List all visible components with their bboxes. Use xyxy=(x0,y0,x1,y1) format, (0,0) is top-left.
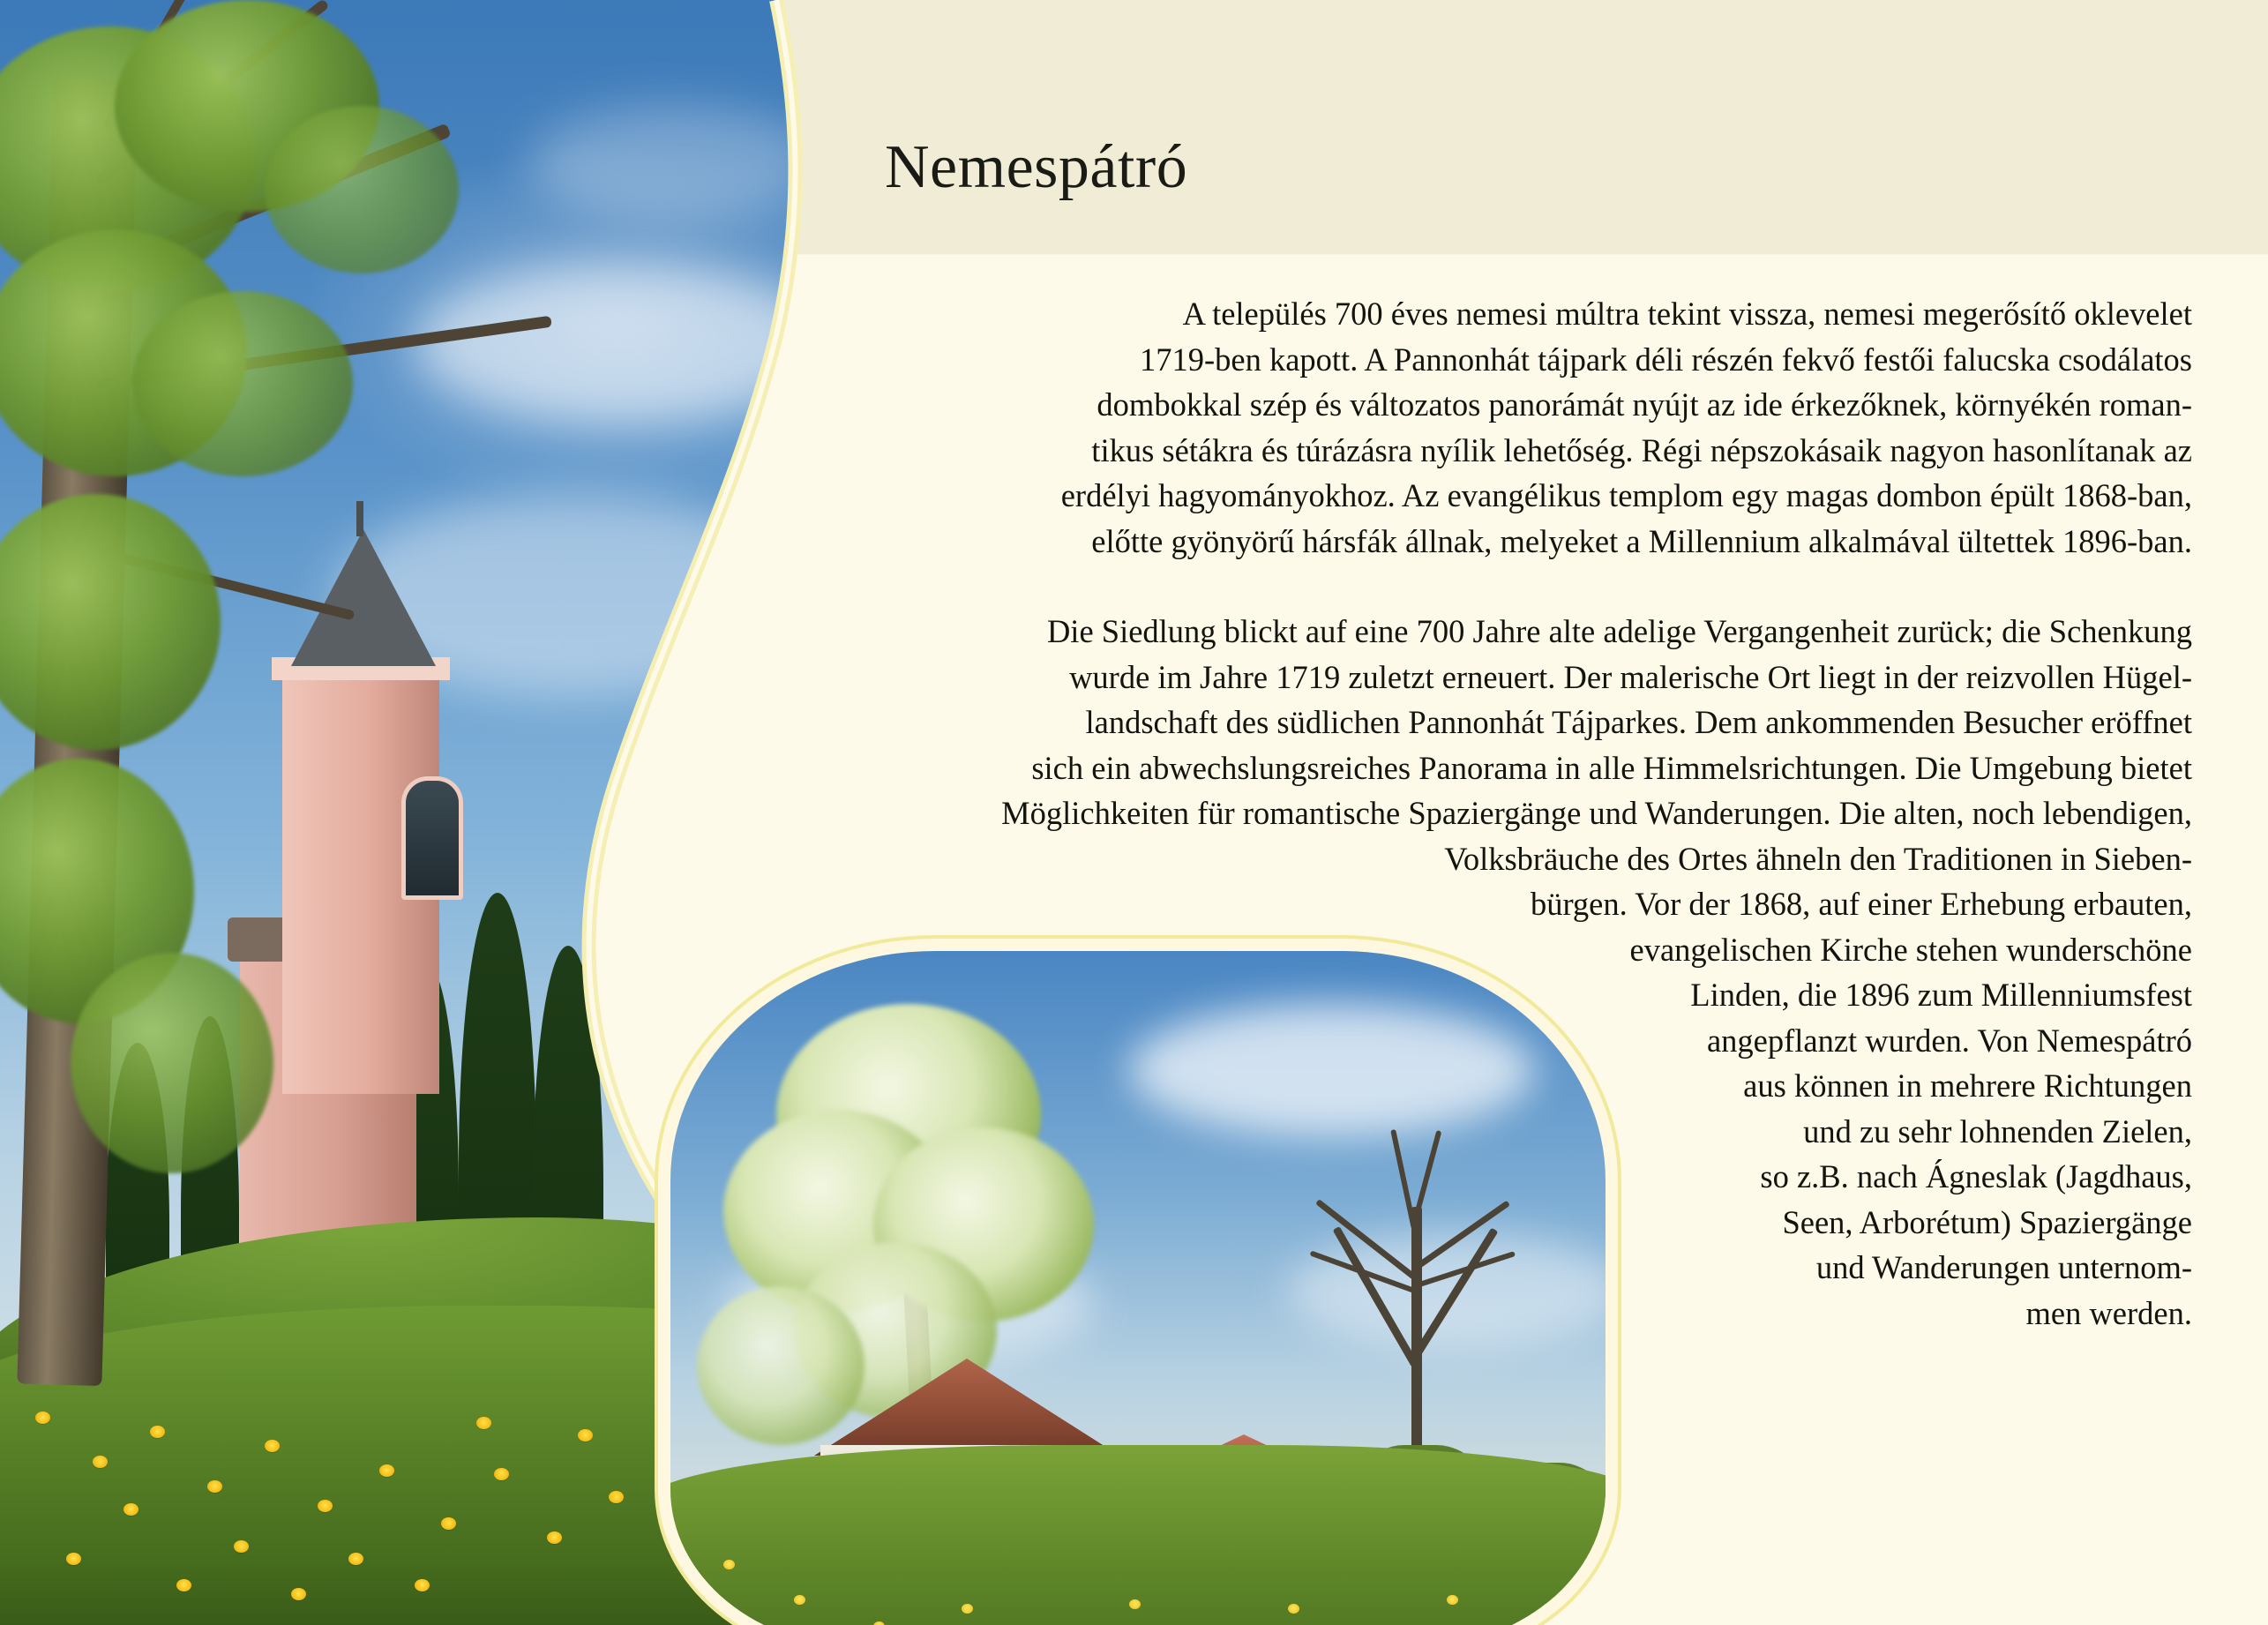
cloud xyxy=(529,106,820,221)
paragraph-german xyxy=(816,609,2192,1336)
text-line: Volksbräuche des Ortes ähneln den Traditionen in Sieben- xyxy=(1444,840,2192,877)
dandelion xyxy=(35,1412,50,1424)
dandelion xyxy=(494,1468,509,1480)
dandelion xyxy=(415,1579,430,1591)
text-line: sich ein abwechslungsreiches Panorama in alle Himmelsrichtungen. Die Umgebung bietet xyxy=(1031,749,2192,786)
dandelion xyxy=(124,1503,138,1516)
dandelion xyxy=(962,1604,973,1614)
spire-finial xyxy=(356,501,363,536)
meadow xyxy=(670,1445,1606,1625)
dandelion xyxy=(234,1540,249,1553)
dandelion xyxy=(476,1417,491,1429)
text-line: előtte gyönyörű hársfák állnak, melyeket a Millennium alkalmával ültettek 1896-ban. xyxy=(1091,522,2192,559)
dandelion xyxy=(547,1531,562,1544)
text-line: so z.B. nach Ágneslak (Jagdhaus, xyxy=(1760,1158,2192,1194)
tower-window xyxy=(401,776,463,900)
dandelion xyxy=(1447,1595,1458,1605)
dandelion xyxy=(176,1579,191,1591)
dandelion xyxy=(1129,1599,1141,1609)
dandelion xyxy=(794,1595,805,1605)
text-line: und Wanderungen unternom- xyxy=(1815,1249,2192,1285)
tree-foliage xyxy=(265,106,459,273)
tree-foliage xyxy=(132,291,353,476)
text-line: landschaft des südlichen Pannonhát Tájparkes. Dem ankommenden Besucher eröffnet xyxy=(1085,704,2192,740)
dandelion xyxy=(723,1560,735,1569)
text-line: wurde im Jahre 1719 zuletzt erneuert. Der malerische Ort liegt in der reizvollen Hügel- xyxy=(1069,658,2192,695)
dandelion xyxy=(441,1517,456,1530)
dandelion xyxy=(93,1456,108,1468)
tree-foliage xyxy=(71,953,273,1173)
dandelion xyxy=(291,1588,306,1600)
dandelion xyxy=(873,1621,885,1625)
text-line: Möglichkeiten für romantische Spaziergänge und Wanderungen. Die alten, noch lebendigen, xyxy=(1001,795,2192,831)
church-spire xyxy=(291,529,436,666)
text-line: evangelischen Kirche stehen wunderschöne xyxy=(1629,931,2192,968)
dandelion xyxy=(265,1440,280,1452)
text-line: Linden, die 1896 zum Millenniumsfest xyxy=(1690,977,2192,1013)
cloud xyxy=(415,265,829,423)
dandelion xyxy=(150,1426,165,1438)
text-line: men werden. xyxy=(2025,1294,2192,1331)
dandelion xyxy=(609,1491,624,1503)
dandelion xyxy=(578,1429,593,1442)
text-line: aus können in mehrere Richtungen xyxy=(1743,1067,2192,1104)
text-line: Seen, Arborétum) Spaziergänge xyxy=(1782,1203,2192,1240)
dandelion xyxy=(318,1500,333,1512)
text-line: 1719-ben kapott. A Pannonhát tájpark déli részén fekvő festői falucska csodálatos xyxy=(1139,341,2192,378)
text-line: dombokkal szép és változatos panorámát nyújt az ide érkezőknek, környékén roman- xyxy=(1097,386,2192,423)
text-line: A település 700 éves nemesi múltra tekint vissza, nemesi megerősítő oklevelet xyxy=(1182,296,2192,332)
dandelion xyxy=(348,1553,363,1565)
paragraph-hungarian xyxy=(816,291,2192,564)
text-line: tikus sétákra és túrázásra nyílik lehetőség. Régi népszokásaik nagyon hasonlítanak az xyxy=(1091,431,2192,468)
dandelion xyxy=(66,1553,81,1565)
dandelion xyxy=(1288,1604,1299,1614)
text-line: Die Siedlung blickt auf eine 700 Jahre alte adelige Vergangenheit zurück; die Schenkung xyxy=(1046,613,2192,649)
body-text xyxy=(816,291,2192,1336)
dandelion xyxy=(207,1480,222,1493)
text-line: erdélyi hagyományokhoz. Az evangélikus templom egy magas dombon épült 1868-ban, xyxy=(1060,477,2192,513)
text-line: angepflanzt wurden. Von Nemespátró xyxy=(1706,1022,2192,1059)
text-line: bürgen. Vor der 1868, auf einer Erhebung erbauten, xyxy=(1530,886,2192,922)
dandelion xyxy=(379,1464,394,1477)
dandelion xyxy=(1517,1621,1529,1625)
text-line: und zu sehr lohnenden Zielen, xyxy=(1803,1112,2192,1149)
page-title: Nemespátró xyxy=(885,133,1188,201)
